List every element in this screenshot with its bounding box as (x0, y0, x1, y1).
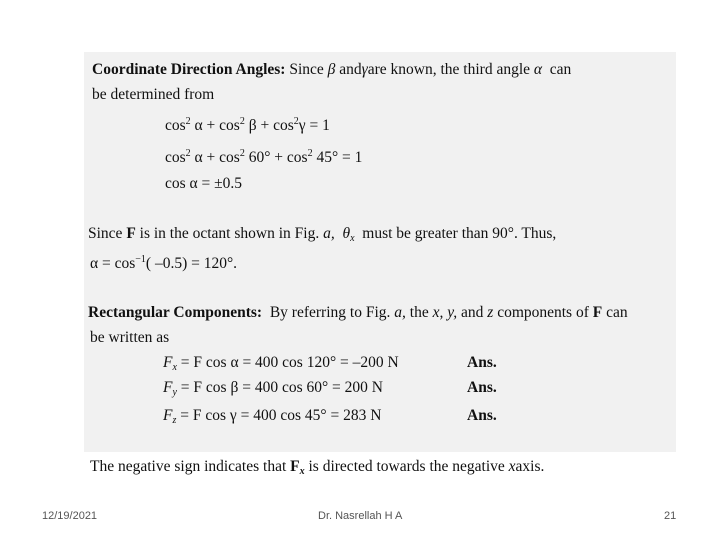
symbol-F: F (126, 225, 136, 242)
subscript: x (350, 233, 355, 244)
eq-part: 45° = 1 (312, 149, 363, 166)
paragraph-direction-angles (92, 61, 571, 79)
text: must be greater than 90°. Thus, (362, 225, 557, 242)
text: Since (88, 225, 123, 242)
subscript: x (172, 362, 177, 373)
component-fz (163, 407, 381, 425)
text: axis. (515, 458, 545, 475)
text: Since (289, 61, 324, 78)
heading-direction-angles: Coordinate Direction Angles: (92, 61, 286, 78)
footer-author: Dr. Nasrellah H A (318, 510, 403, 522)
symbol-F: F (163, 379, 173, 396)
equation-1 (165, 117, 330, 135)
text: are known, the third angle (367, 61, 531, 78)
eq-part: β + cos (244, 117, 294, 134)
symbol-gamma: γ (361, 61, 368, 78)
equation-2 (165, 149, 362, 167)
symbol-beta: β (327, 61, 336, 78)
eq-part: 60° + cos (244, 149, 308, 166)
equation: = F cos α = 400 cos 120° = –200 N (180, 354, 399, 371)
text: is directed towards the negative (308, 458, 505, 475)
text: and (461, 304, 484, 321)
eq-part: α + cos (190, 117, 240, 134)
eq-part: cos (165, 117, 186, 134)
text: By referring to Fig. (269, 304, 391, 321)
symbol-F: F (163, 354, 173, 371)
eq-part: α + cos (190, 149, 240, 166)
footer-date: 12/19/2021 (42, 510, 98, 522)
eq-exp: 2 (307, 148, 313, 159)
text: the (409, 304, 429, 321)
eq-part: γ = 1 (298, 117, 330, 134)
symbol-x: x, (432, 304, 444, 321)
symbol-F: F (163, 407, 173, 424)
component-fx (163, 354, 399, 372)
symbol-theta-x (342, 225, 354, 242)
symbol-alpha: α (533, 61, 543, 78)
symbol-y: y, (447, 304, 458, 321)
text: and (339, 61, 362, 78)
symbol-Fx (290, 458, 304, 475)
subscript: y (172, 387, 177, 398)
subscript: z (172, 415, 177, 426)
result-alpha (90, 255, 237, 273)
text: can (606, 304, 628, 321)
eq-exp: 2 (185, 116, 191, 127)
paragraph-conclusion (90, 458, 544, 476)
paragraph-rectangular (88, 304, 628, 322)
subscript: x (299, 466, 305, 477)
eq-part: ( –0.5) = 120°. (145, 255, 238, 272)
fig-ref: a, (394, 304, 406, 321)
eq-part: cos (165, 149, 186, 166)
equation: = F cos β = 400 cos 60° = 200 N (180, 379, 383, 396)
text: is in the octant shown in Fig. (139, 225, 320, 242)
symbol-theta: θ (342, 225, 351, 242)
text: can (549, 61, 572, 78)
text: The negative sign indicates that (90, 458, 287, 475)
eq-exp: 2 (185, 148, 191, 159)
heading-rectangular-components: Rectangular Components: (88, 304, 263, 321)
eq-part: α = cos (90, 255, 136, 272)
paragraph-octant (88, 225, 556, 243)
answer-label: Ans. (467, 354, 497, 371)
symbol-F: F (592, 304, 603, 321)
symbol-x: x (508, 458, 516, 475)
fig-ref: a, (323, 225, 335, 242)
eq-exp: −1 (135, 254, 146, 265)
text: components of (497, 304, 589, 321)
equation: = F cos γ = 400 cos 45° = 283 N (180, 407, 382, 424)
component-fy (163, 379, 383, 397)
answer-label: Ans. (467, 407, 497, 424)
text-line: be written as (90, 329, 170, 346)
eq-exp: 2 (239, 116, 245, 127)
equation-3: cos α = ±0.5 (165, 175, 243, 192)
text-line: be determined from (92, 86, 215, 103)
eq-exp: 2 (293, 116, 299, 127)
symbol-z: z (487, 304, 494, 321)
footer-page-number: 21 (664, 510, 677, 522)
eq-exp: 2 (239, 148, 245, 159)
symbol-F: F (290, 458, 300, 475)
answer-label: Ans. (467, 379, 497, 396)
